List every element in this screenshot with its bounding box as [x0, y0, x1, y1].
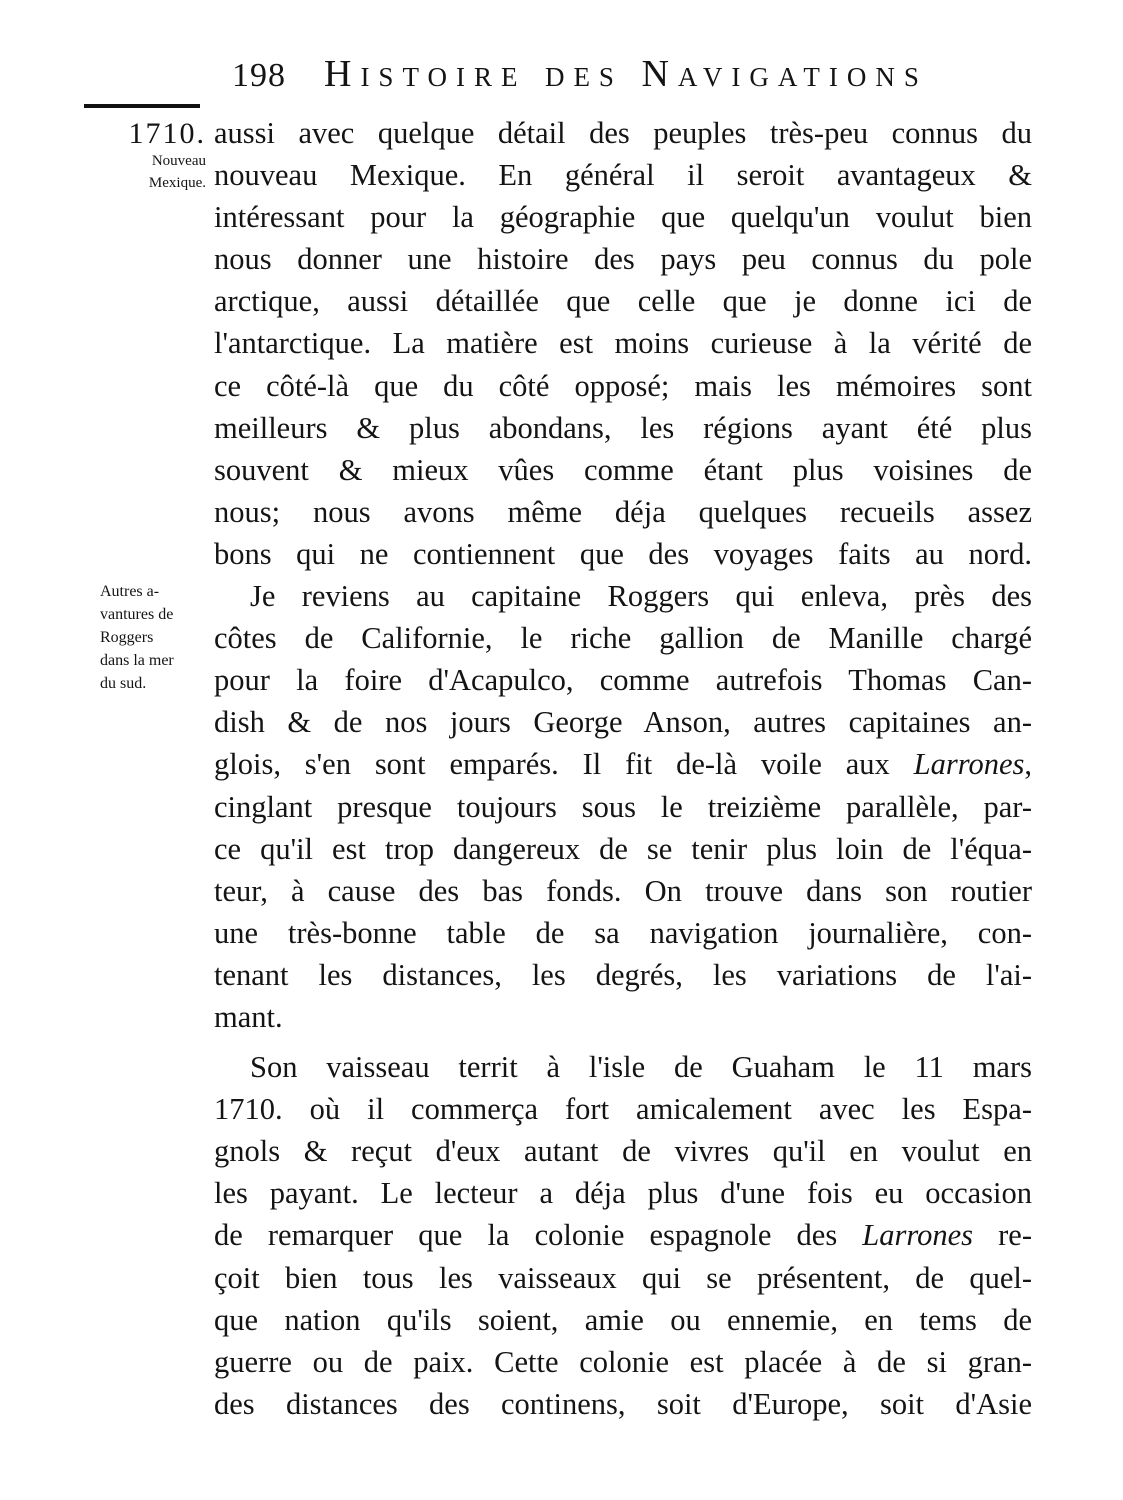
text-line: nous donner une histoire des pays peu connus du pole	[214, 242, 1032, 277]
margin-note-roggers	[50, 580, 196, 695]
text-line: les payant. Le lecteur a déja plus d'une fois eu occasion	[214, 1176, 1032, 1211]
text-line: que nation qu'ils soient, amie ou ennemie, en tems de	[214, 1302, 1032, 1337]
text-line: de remarquer que la colonie espagnole des Larrones re-	[214, 1218, 1032, 1253]
margin-note-text	[60, 150, 206, 194]
margin-note-nouveau-mexique	[60, 118, 206, 194]
place-name: Larrones	[862, 1218, 974, 1253]
paragraph-3	[214, 1046, 1032, 1425]
text-line: arctique, aussi détaillée que celle que je donne ici de	[214, 284, 1032, 319]
body-text	[214, 112, 1032, 1425]
margin-note-line: Roggers	[100, 629, 154, 646]
text-line: ce côté-là que du côté opposé; mais les mémoires sont	[214, 368, 1032, 403]
paragraph-gap	[214, 1038, 1032, 1046]
running-title: Histoire des Navigations	[324, 53, 928, 95]
text-line: bons qui ne contiennent que des voyages faits au nord.	[214, 536, 1032, 571]
margin-note-text	[50, 580, 196, 695]
place-name: Larrones	[913, 747, 1025, 782]
text-line: dish & de nos jours George Anson, autres capitaines an-	[214, 705, 1032, 740]
margin-rule	[84, 104, 200, 108]
text-line: nous; nous avons même déja quelques recueils assez	[214, 494, 1032, 529]
text-line: côtes de Californie, le riche gallion de Manille chargé	[214, 621, 1032, 656]
text-line: tenant les distances, les degrés, les variations de l'ai-	[214, 957, 1032, 992]
margin-note-line: Autres a-	[100, 583, 160, 600]
margin-note-line: vantures de	[100, 606, 174, 623]
page-header	[232, 52, 972, 100]
text-line: l'antarctique. La matière est moins curieuse à la vérité de	[214, 326, 1032, 361]
text-line: çoit bien tous les vaisseaux qui se présentent, de quel-	[214, 1260, 1032, 1295]
text-line: une très-bonne table de sa navigation journalière, con-	[214, 915, 1032, 950]
text-line: Je reviens au capitaine Roggers qui enleva, près des	[250, 579, 1032, 614]
margin-note-line: du sud.	[100, 675, 147, 692]
margin-note-line: Nouveau	[151, 153, 206, 169]
text-line: 1710. où il commerça fort amicalement avec les Espa-	[214, 1092, 1032, 1127]
margin-note-line: Mexique.	[148, 175, 206, 191]
text-line: guerre ou de paix. Cette colonie est placée à de si gran-	[214, 1344, 1032, 1379]
text-line: nouveau Mexique. En général il seroit avantageux &	[214, 158, 1032, 193]
text-line italic-term: glois, s'en sont emparés. Il fit de-là voile aux Larrones,	[214, 747, 1032, 782]
paragraph-2	[214, 575, 1032, 1038]
text-line: teur, à cause des bas fonds. On trouve dans son routier	[214, 873, 1032, 908]
text-line: cinglant presque toujours sous le treizième parallèle, par-	[214, 789, 1032, 824]
text-line: souvent & mieux vûes comme étant plus voisines de	[214, 452, 1032, 487]
text-line: mant.	[214, 999, 283, 1034]
text-line: aussi avec quelque détail des peuples très-peu connus du	[214, 116, 1032, 150]
text-line: intéressant pour la géographie que quelqu'un voulut bien	[214, 200, 1032, 235]
page-number: 198	[232, 57, 286, 94]
margin-note-line: dans la mer	[100, 652, 174, 669]
margin-year: 1710.	[128, 117, 206, 150]
text-line: gnols & reçut d'eux autant de vivres qu'il en voulut en	[214, 1134, 1032, 1169]
text-line: Son vaisseau territ à l'isle de Guaham le 11 mars	[250, 1050, 1032, 1085]
paragraph-1	[214, 112, 1032, 575]
text-line: pour la foire d'Acapulco, comme autrefois Thomas Can-	[214, 663, 1032, 698]
text-line: meilleurs & plus abondans, les régions ayant été plus	[214, 410, 1032, 445]
text-line: ce qu'il est trop dangereux de se tenir plus loin de l'équa-	[214, 831, 1032, 866]
text-line: des distances des continens, soit d'Europe, soit d'Asie	[214, 1386, 1032, 1421]
